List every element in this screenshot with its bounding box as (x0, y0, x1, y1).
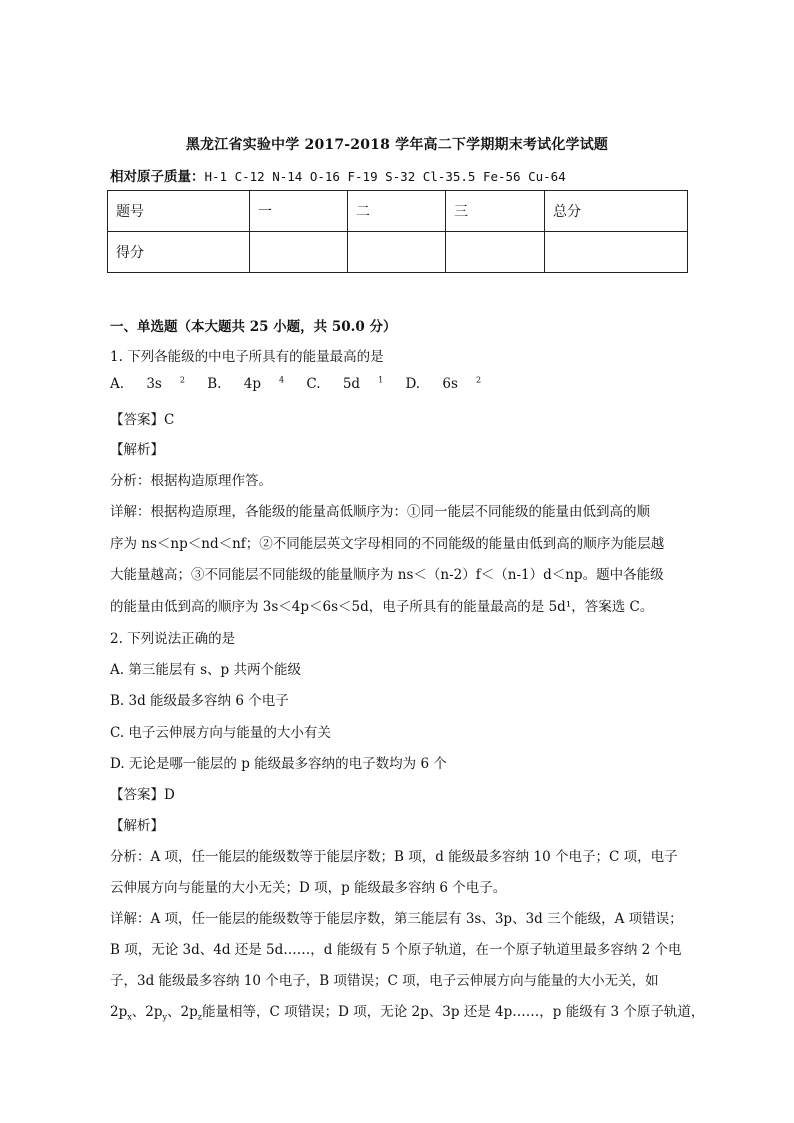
score-table-cell: 三 (446, 191, 545, 232)
question-1-analysis-tag: 【解析】 (110, 442, 164, 458)
option-c: C. 5d $^1$ (306, 375, 384, 392)
question-1-stem: 1. 下列各能级的中电子所具有的能量最高的是 (110, 349, 384, 365)
question-1-detail-line: 的能量由低到高的顺序为 3s＜4p＜6s＜5d，电子所具有的能量最高的是 5d¹，答案选 C。 (110, 599, 654, 615)
option-b: B. 4p $^4$ (207, 375, 285, 392)
question-2-option-d: D. 无论是哪一能层的 p 能级最多容纳的电子数均为 6 个 (110, 756, 447, 772)
question-2-option-c: C. 电子云伸展方向与能量的大小有关 (110, 725, 331, 741)
question-2-detail-line: 子，3d 能级最多容纳 10 个电子，B 项错误；C 项，电子云伸展方向与能量的大小无关，如 (110, 973, 659, 989)
question-1-detail-line: 大能量越高；③不同能层不同能级的能量顺序为 ns＜（n-2）f＜（n-1）d＜np。题中各能级 (110, 567, 664, 583)
atomic-mass-values: H-1 C-12 N-14 O-16 F-19 S-32 Cl-35.5 Fe-56 Cu-64 (204, 169, 566, 184)
atomic-mass-line (110, 165, 566, 185)
section-heading: 一、单选题（本大题共 25 小题，共 50.0 分） (110, 319, 397, 335)
question-2-analysis-line: 云伸展方向与能量的大小无关；D 项，p 能级最多容纳 6 个电子。 (110, 880, 507, 896)
option-d: D. 6s $^2$ (405, 375, 482, 392)
score-table-header-row (108, 191, 688, 232)
question-1-analysis: 分析：根据构造原理作答。 (110, 473, 272, 489)
question-2-detail-line: 详解：A 项，任一能层的能级数等于能层序数，第三能层有 3s、3p、3d 三个能级，A 项错误； (110, 911, 683, 927)
score-table-cell: 总分 (545, 191, 688, 232)
score-table-cell: 题号 (108, 191, 250, 232)
atomic-mass-label: 相对原子质量： (110, 169, 205, 185)
score-input-cell (348, 232, 446, 273)
score-table-cell: 得分 (108, 232, 250, 273)
score-input-cell (250, 232, 348, 273)
score-table-cell: 二 (348, 191, 446, 232)
question-1-options (110, 376, 499, 392)
question-2-analysis-tag: 【解析】 (110, 818, 164, 834)
score-input-cell (545, 232, 688, 273)
score-table-cell: 一 (250, 191, 348, 232)
question-2-stem: 2. 下列说法正确的是 (110, 631, 236, 647)
question-1-answer: 【答案】C (110, 412, 175, 428)
question-2-answer: 【答案】D (110, 787, 175, 803)
option-a: A. 3s $^2$ (110, 375, 185, 392)
question-2-option-a: A. 第三能层有 s、p 共两个能级 (110, 662, 301, 678)
score-input-cell (446, 232, 545, 273)
score-table-score-row (108, 232, 688, 273)
question-2-detail-last-line: $2p_x$、$2p_y$、$2p_z$能量相等，C 项错误；D 项，无论 2p、3p 还是 4p……，p 能级有 3 个原子轨道， (110, 1004, 705, 1022)
question-2-option-b: B. 3d 能级最多容纳 6 个电子 (110, 693, 289, 709)
question-2-analysis-line: 分析：A 项，任一能层的能级数等于能层序数；B 项，d 能级最多容纳 10 个电子；C 项，电子 (110, 849, 678, 865)
question-1-detail-line: 详解：根据构造原理，各能级的能量高低顺序为：①同一能层不同能级的能量由低到高的顺 (110, 504, 650, 520)
page-title: 黑龙江省实验中学 2017-2018 学年高二下学期期末考试化学试题 (185, 137, 609, 153)
question-2-detail-line: B 项，无论 3d、4d 还是 5d……，d 能级有 5 个原子轨道，在一个原子轨道里最多容纳 2 个电 (110, 942, 682, 958)
score-table (107, 190, 688, 273)
question-1-detail-line: 序为 ns＜np＜nd＜nf；②不同能层英文字母相同的不同能级的能量由低到高的顺序为能层越 (110, 536, 665, 552)
